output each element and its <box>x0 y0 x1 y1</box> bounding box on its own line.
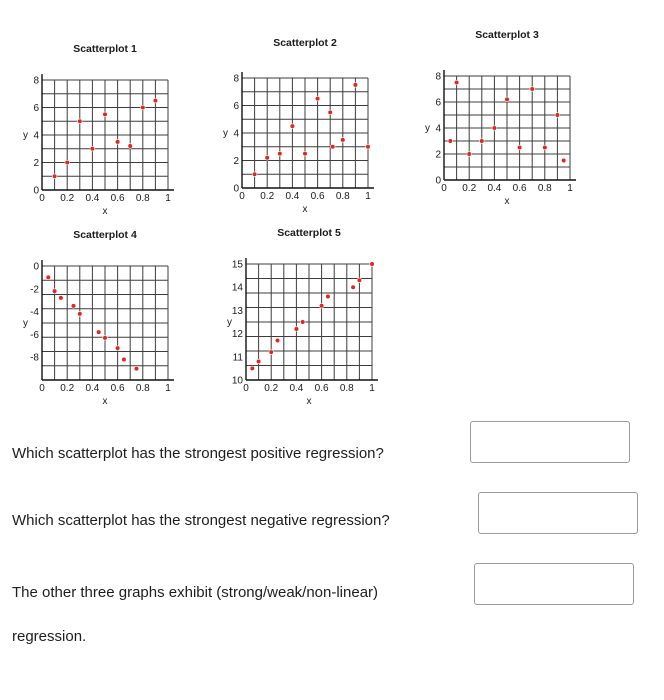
y-tick-label: 10 <box>231 375 243 387</box>
x-tick-label: 0.8 <box>339 383 354 394</box>
y-tick-label: 11 <box>232 352 243 364</box>
data-point <box>252 172 257 177</box>
y-tick-label: 0 <box>233 183 239 195</box>
chart-title: Scatterplot 4 <box>73 229 137 241</box>
x-tick-label: 0.6 <box>110 383 125 394</box>
y-tick-label: 2 <box>435 149 441 161</box>
data-point <box>103 112 108 117</box>
data-point <box>134 366 139 371</box>
y-tick-label: 4 <box>33 130 39 142</box>
x-tick-label: 0.6 <box>110 193 125 204</box>
question-3-tail: regression. <box>12 628 87 645</box>
data-point <box>353 83 358 88</box>
x-tick-label: 0.8 <box>135 193 150 204</box>
x-tick-label: 0.4 <box>285 191 300 202</box>
data-point <box>294 327 299 332</box>
data-point <box>46 275 51 280</box>
y-tick-label: 6 <box>233 101 239 112</box>
data-point <box>278 151 283 156</box>
x-tick-label: 1 <box>365 191 371 202</box>
x-tick-label: 0.6 <box>314 383 329 394</box>
data-point <box>326 294 331 299</box>
y-tick-label: 8 <box>435 71 441 83</box>
x-tick-label: 0 <box>39 193 45 204</box>
data-point <box>275 338 280 343</box>
data-point <box>250 366 255 371</box>
x-tick-label: 0.8 <box>537 183 552 194</box>
y-tick-label: 8 <box>233 73 239 85</box>
data-point <box>480 139 485 144</box>
data-point <box>78 119 83 124</box>
x-tick-label: 1 <box>369 383 375 394</box>
scatterplot-2 <box>223 34 384 215</box>
data-point <box>330 144 335 149</box>
scatterplot-3 <box>420 28 585 207</box>
question-3-answer-box[interactable] <box>474 563 634 605</box>
chart-title: Scatterplot 3 <box>475 29 539 41</box>
y-tick-label: 0 <box>33 261 39 273</box>
scatterplot-1-svg <box>23 40 184 217</box>
chart-grid <box>246 264 372 380</box>
scatterplot-2-svg <box>223 34 384 215</box>
y-tick-label: 0 <box>435 175 441 187</box>
chart-title: Scatterplot 1 <box>73 43 137 55</box>
y-tick-label: 12 <box>231 329 243 341</box>
scatterplot-5 <box>222 222 387 407</box>
data-point <box>530 87 535 92</box>
data-point <box>454 80 459 85</box>
data-point <box>65 160 70 165</box>
chart-title: Scatterplot 2 <box>273 37 337 49</box>
data-point <box>505 97 510 102</box>
x-tick-label: 0.4 <box>487 183 502 194</box>
data-point <box>71 304 76 309</box>
scatterplot-1 <box>23 40 184 217</box>
data-point <box>256 359 261 364</box>
question-1-answer-box[interactable] <box>470 421 630 463</box>
x-tick-label: 1 <box>165 193 171 204</box>
x-tick-label: 0.4 <box>85 383 100 394</box>
data-point <box>265 155 270 160</box>
x-tick-label: 0.2 <box>60 193 75 204</box>
data-point <box>319 303 324 308</box>
x-axis-label: x <box>306 396 312 407</box>
x-tick-label: 0.2 <box>260 191 275 202</box>
data-point <box>78 312 83 317</box>
data-point <box>90 146 95 151</box>
x-tick-label: 0.8 <box>135 383 150 394</box>
x-tick-label: 0.2 <box>60 383 75 394</box>
y-axis-label: y <box>223 128 228 139</box>
y-axis-label: y <box>23 318 28 329</box>
data-point <box>141 105 146 110</box>
data-point <box>315 96 320 101</box>
data-point <box>290 124 295 129</box>
data-point <box>269 350 274 355</box>
y-axis-label: y <box>227 317 232 328</box>
data-point <box>59 296 64 301</box>
y-tick-label: 6 <box>33 103 39 114</box>
x-axis-label: x <box>102 396 108 407</box>
x-tick-label: 1 <box>165 383 171 394</box>
y-tick-label: 15 <box>231 259 243 271</box>
y-tick-label: 13 <box>231 305 243 317</box>
chart-grid <box>242 78 368 188</box>
data-point <box>153 98 158 103</box>
data-point <box>555 113 560 118</box>
x-tick-label: 0.8 <box>335 191 350 202</box>
scatterplot-3-svg <box>420 28 585 207</box>
question-3-text: The other three graphs exhibit (strong/weak/non-linear) <box>12 584 379 601</box>
data-point <box>52 289 57 294</box>
y-tick-label: 2 <box>33 158 39 169</box>
x-tick-label: 0.2 <box>264 383 279 394</box>
y-tick-label: -2 <box>30 284 39 296</box>
x-tick-label: 0 <box>441 183 447 194</box>
data-point <box>328 110 333 115</box>
y-tick-label: 2 <box>233 156 239 167</box>
x-tick-label: 1 <box>567 183 573 194</box>
scatterplot-4 <box>23 228 184 407</box>
data-point <box>561 158 566 163</box>
data-point <box>128 144 133 149</box>
data-point <box>517 145 522 150</box>
y-tick-label: 4 <box>233 128 239 140</box>
y-axis-label: y <box>425 123 430 134</box>
chart-grid <box>42 266 168 380</box>
y-tick-label: 0 <box>33 185 39 197</box>
chart-grid <box>444 76 570 180</box>
question-2-text: Which scatterplot has the strongest negative regression? <box>12 512 390 529</box>
data-point <box>351 285 356 290</box>
x-axis-label: x <box>302 204 308 215</box>
data-point <box>357 278 362 283</box>
y-axis-label: y <box>23 130 28 141</box>
data-point <box>52 174 57 179</box>
y-tick-label: 14 <box>231 282 243 294</box>
data-point <box>300 320 305 325</box>
chart-title: Scatterplot 5 <box>277 227 341 239</box>
scatterplot-5-svg <box>222 222 387 407</box>
data-point <box>96 330 101 335</box>
x-tick-label: 0.2 <box>462 183 477 194</box>
data-point <box>103 336 108 341</box>
scatterplot-4-svg <box>23 228 184 407</box>
x-tick-label: 0.6 <box>512 183 527 194</box>
x-tick-label: 0 <box>243 383 249 394</box>
y-tick-label: -8 <box>30 352 39 364</box>
data-point <box>303 151 308 156</box>
question-1-text: Which scatterplot has the strongest positive regression? <box>12 445 384 462</box>
data-point <box>115 140 120 145</box>
data-point <box>366 144 371 149</box>
x-axis-label: x <box>102 206 108 217</box>
y-tick-label: -6 <box>30 329 39 341</box>
x-tick-label: 0 <box>39 383 45 394</box>
y-tick-label: 4 <box>435 123 441 135</box>
x-tick-label: 0.6 <box>310 191 325 202</box>
data-point <box>370 262 375 267</box>
question-2-answer-box[interactable] <box>478 492 638 534</box>
x-tick-label: 0 <box>239 191 245 202</box>
data-point <box>448 139 453 144</box>
x-tick-label: 0.4 <box>289 383 304 394</box>
data-point <box>492 126 497 131</box>
data-point <box>543 145 548 150</box>
data-point <box>467 152 472 157</box>
chart-grid <box>42 80 168 190</box>
y-tick-label: 6 <box>435 97 441 109</box>
x-axis-label: x <box>504 196 510 207</box>
data-point <box>115 346 120 351</box>
y-tick-label: -4 <box>30 307 39 319</box>
data-point <box>122 357 127 362</box>
y-tick-label: 8 <box>33 75 39 87</box>
x-tick-label: 0.4 <box>85 193 100 204</box>
data-point <box>341 138 346 143</box>
